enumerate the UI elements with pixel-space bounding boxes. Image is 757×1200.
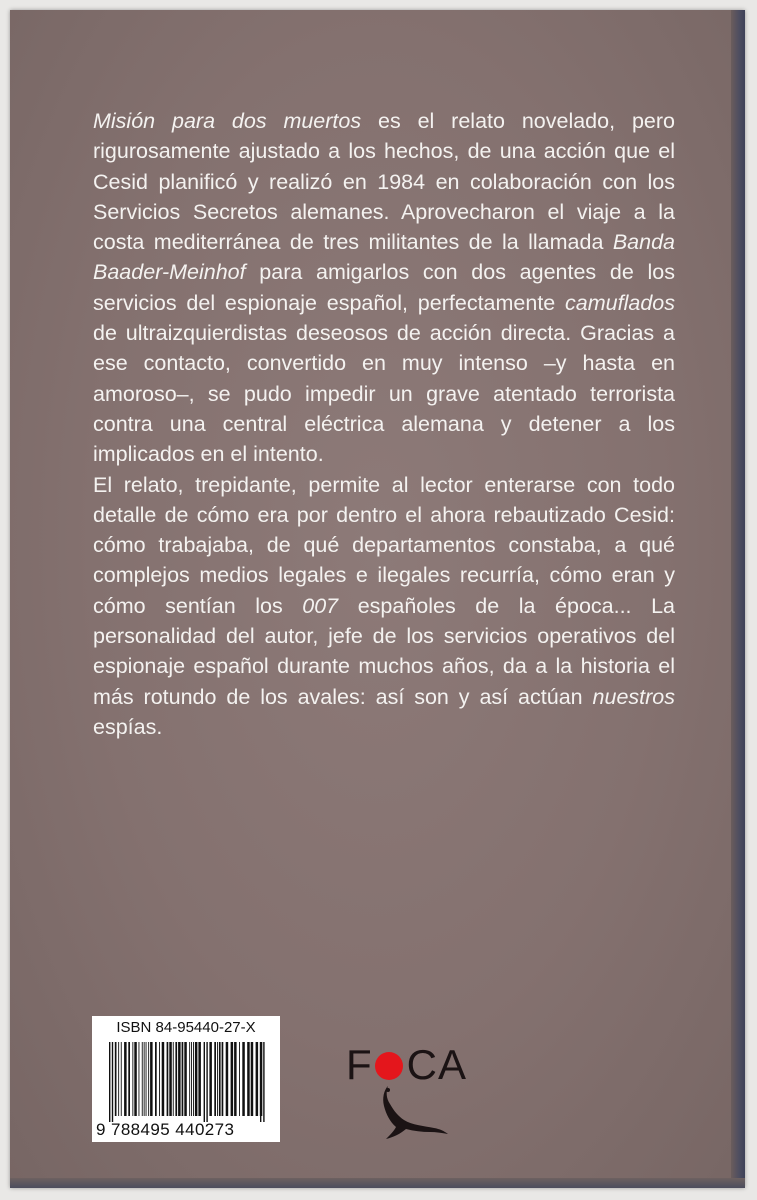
- barcode-bar: [115, 1042, 117, 1116]
- barcode-bar: [169, 1042, 172, 1116]
- logo-letters-ca: CA: [406, 1041, 468, 1088]
- barcode-bar: [155, 1042, 157, 1116]
- barcode-bar: [260, 1042, 261, 1122]
- barcode-bar: [124, 1042, 127, 1116]
- barcode-bar: [219, 1042, 221, 1116]
- text-run: españoles de la época... La personalidad del autor, jefe de los servicios operativos del espionaje español durante muchos años, da a la historia el más rotundo de los avales: así son y así actúan: [93, 593, 676, 709]
- synopsis-paragraph-1: [93, 106, 675, 470]
- italic-phrase: nuestros: [592, 684, 675, 709]
- barcode-bar: [182, 1042, 184, 1116]
- isbn-number: ISBN 84-95440-27-X: [116, 1019, 256, 1036]
- barcode-bar: [128, 1042, 130, 1116]
- barcode-bar: [239, 1042, 240, 1116]
- barcode-bar: [162, 1042, 165, 1116]
- barcode-bar: [222, 1042, 224, 1116]
- barcode-bar: [217, 1042, 218, 1116]
- barcode-bar: [231, 1042, 234, 1116]
- barcode-bar: [226, 1042, 229, 1116]
- barcode-bar: [204, 1042, 205, 1122]
- cover-bottom-edge: [10, 1178, 745, 1188]
- barcode-bar: [234, 1042, 237, 1116]
- synopsis-paragraph-2: [93, 470, 675, 743]
- text-run: El relato, trepidante, permite al lector enterarse con todo detalle de cómo era por dentro el ahora rebautizado Cesid: cómo trabajaba, de qué departamentos constaba, a qué complejos medios legales e ilegales recurría, cómo eran y cómo sentían los: [93, 472, 675, 618]
- italic-phrase: camuflados: [565, 290, 675, 315]
- barcode-bar: [121, 1042, 122, 1116]
- publisher-wordmark: [346, 1041, 468, 1088]
- barcode-bar: [173, 1042, 174, 1116]
- barcode-bar: [193, 1042, 194, 1116]
- barcode-bar: [118, 1042, 119, 1116]
- text-run: para amigarlos con dos agentes de los servicios del espionaje español, perfectamente: [93, 260, 675, 315]
- barcode-bar: [242, 1042, 245, 1116]
- barcode-bar: [175, 1042, 177, 1116]
- barcode-bar: [159, 1042, 160, 1116]
- barcode-bar: [198, 1042, 201, 1116]
- barcode-bar: [150, 1042, 153, 1116]
- italic-phrase: Banda Baader-Meinhof: [93, 230, 675, 285]
- barcode-bar: [134, 1042, 137, 1116]
- publisher-logo: [346, 1041, 486, 1144]
- barcode-bar: [146, 1042, 147, 1116]
- barcode-bar: [148, 1042, 149, 1116]
- barcode-bars: [107, 1042, 267, 1122]
- barcode-bar: [139, 1042, 140, 1116]
- barcode-bar: [109, 1042, 110, 1122]
- barcode-bar: [209, 1042, 212, 1116]
- barcode-bar: [112, 1042, 113, 1122]
- red-dot-icon: [375, 1052, 403, 1080]
- book-back-cover: [10, 10, 745, 1188]
- barcode-label: [92, 1016, 280, 1142]
- barcode-bar: [191, 1042, 192, 1116]
- barcode-bar: [189, 1042, 190, 1116]
- barcode-bar: [247, 1042, 250, 1116]
- synopsis-text: [93, 106, 675, 742]
- logo-letter-f: F: [346, 1041, 373, 1088]
- barcode-bar: [251, 1042, 254, 1116]
- seal-icon: [374, 1084, 454, 1140]
- barcode-bar: [142, 1042, 143, 1116]
- text-run: de ultraizquierdistas deseosos de acción directa. Gracias a ese contacto, convertido en muy intenso –y hasta en amoroso–, se pudo impedir un grave atentado terrorista contra una central eléctrica alemana y detener a los implicados en el intento.: [93, 321, 675, 467]
- barcode-bar: [263, 1042, 264, 1122]
- barcode-bar: [256, 1042, 259, 1116]
- barcode-bar: [206, 1042, 207, 1122]
- text-run: es el relato novelado, pero rigurosamente ajustado a los hechos, de una acción que el Cesid planificó y realizó en 1984 en colaboración con los Servicios Secretos alemanes. Aprovecharon el viaje a la costa mediterránea de tres militantes de la llamada: [93, 109, 675, 255]
- barcode-bar: [132, 1042, 133, 1116]
- barcode-bar: [195, 1042, 198, 1116]
- ean-digits: 9 788495 440273: [96, 1120, 235, 1139]
- barcode-bar: [144, 1042, 145, 1116]
- barcode-bar: [184, 1042, 187, 1116]
- barcode-bar: [214, 1042, 216, 1116]
- cover-right-edge: [731, 10, 745, 1188]
- text-run: espías.: [93, 714, 163, 739]
- barcode-bar: [178, 1042, 181, 1116]
- italic-phrase: 007: [302, 593, 339, 618]
- italic-phrase: Misión para dos muertos: [93, 109, 362, 133]
- barcode-bar: [167, 1042, 169, 1116]
